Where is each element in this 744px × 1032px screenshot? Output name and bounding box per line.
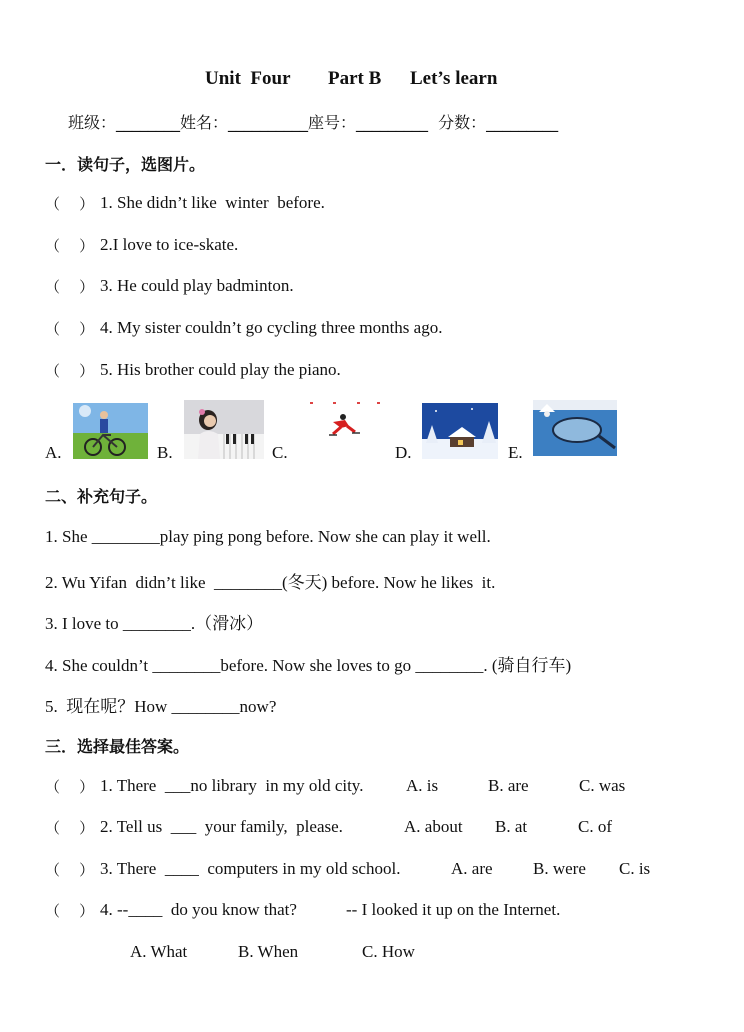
section1-item-4: 4. My sister couldn’t go cycling three months ago. (100, 318, 443, 337)
answer-paren: （ ） (45, 362, 95, 380)
picture-label-b: B. (157, 443, 173, 462)
section3-q4-option-a: A. What (130, 942, 188, 961)
answer-paren: （ ） (45, 237, 95, 255)
section3-q4: 4. --____ do you know that? (100, 900, 297, 919)
section3-q4-answer: -- I looked it up on the Internet. (346, 900, 561, 919)
section2-item-3: 3. I love to ________.（滑冰） (45, 614, 264, 633)
section3-q2-option-a: A. about (404, 817, 463, 836)
section3-q3-option-c: C. is (619, 859, 651, 878)
section1-item-1: 1. She didn’t like winter before. (100, 193, 325, 212)
ice-skating-picture (305, 400, 385, 450)
section2-item-4: 4. She couldn’t ________before. Now she loves to go ________. (骑自行车) (45, 656, 572, 675)
picture-label-e: E. (508, 443, 523, 462)
section3-q2-option-c: C. of (578, 817, 612, 836)
piano-picture (184, 400, 264, 459)
section3-q2-option-b: B. at (495, 817, 528, 836)
picture-label-c: C. (272, 443, 288, 462)
section1-item-5: 5. His brother could play the piano. (100, 360, 341, 379)
winter-picture (422, 403, 498, 459)
section2-heading: 二、补充句子。 (45, 487, 158, 506)
student-info-line: 班级：________姓名：__________座号：_________ 分数：_________ (68, 113, 559, 132)
section1-heading: 一．读句子，选图片。 (45, 155, 206, 174)
section2-item-5: 5. 现在呢？How ________now? (45, 697, 277, 716)
badminton-picture (533, 400, 617, 456)
picture-label-d: D. (395, 443, 412, 462)
section3-heading: 三．选择最佳答案。 (45, 737, 190, 756)
section3-q3-option-b: B. were (533, 859, 586, 878)
answer-paren: （ ） (45, 195, 95, 213)
section3-q2: 2. Tell us ___ your family, please. (100, 817, 343, 836)
section3-q4-option-c: C. How (362, 942, 415, 961)
section1-item-2: 2.I love to ice-skate. (100, 235, 239, 254)
section3-q3-option-a: A. are (451, 859, 493, 878)
title-lesson: Let’s learn (410, 68, 498, 89)
picture-label-a: A. (45, 443, 62, 462)
answer-paren: （ ） (45, 861, 95, 879)
title-unit: Unit Four (205, 68, 291, 89)
answer-paren: （ ） (45, 819, 95, 837)
title-part: Part B (328, 68, 382, 89)
section3-q1-option-c: C. was (579, 776, 626, 795)
section3-q1-option-b: B. are (488, 776, 529, 795)
answer-paren: （ ） (45, 902, 95, 920)
section2-item-1: 1. She ________play ping pong before. Now she can play it well. (45, 527, 491, 546)
answer-paren: （ ） (45, 278, 95, 296)
cycling-picture (73, 403, 148, 459)
section3-q1-option-a: A. is (406, 776, 439, 795)
section2-item-2: 2. Wu Yifan didn’t like ________(冬天) before. Now he likes it. (45, 573, 496, 592)
answer-paren: （ ） (45, 778, 95, 796)
section1-item-3: 3. He could play badminton. (100, 276, 294, 295)
section3-q4-option-b: B. When (238, 942, 299, 961)
answer-paren: （ ） (45, 320, 95, 338)
section3-q3: 3. There ____ computers in my old school. (100, 859, 401, 878)
section3-q1: 1. There ___no library in my old city. (100, 776, 364, 795)
